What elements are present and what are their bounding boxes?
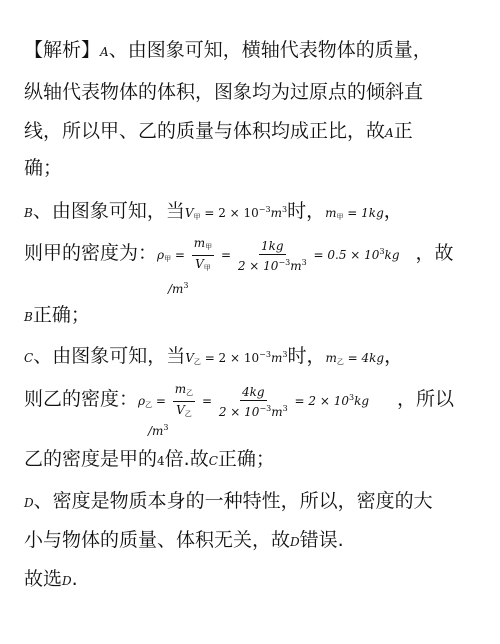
option-letter-d: D <box>24 496 34 510</box>
para-d-line-2 <box>24 528 344 554</box>
para-b-text-1b: 时， <box>287 200 326 222</box>
para-a-line-3 <box>24 119 413 145</box>
para-b-text-4: 正确； <box>32 304 90 326</box>
option-letter-a-ref: A <box>385 126 394 140</box>
para-b-text-1a: 、由图象可知，当 <box>32 200 185 222</box>
para-a-text-3a: 线，所以甲、乙的质量与体积均成正比，故 <box>24 120 386 142</box>
para-c-text-4a: 乙的密度是甲的 <box>24 448 158 470</box>
para-c-text-2b: ，所以 <box>397 388 455 410</box>
para-c-text-1b: 时， <box>287 345 326 367</box>
option-letter-b: B <box>24 206 33 220</box>
para-b-text-2b: ，故 <box>415 242 454 264</box>
para-b-line-4 <box>24 303 90 329</box>
para-a-text-1: 、由图象可知，横轴代表物体的质量， <box>108 39 432 61</box>
para-b-text-2a: 则甲的密度为： <box>24 242 158 264</box>
mass-yi-formula: $m_乙 = 4kg$ <box>325 351 385 366</box>
para-a-text-4: 确； <box>24 157 63 179</box>
para-a-line-4 <box>24 156 62 180</box>
option-letter-a: A <box>100 45 109 59</box>
volume-jia-symbol: $V_甲$ <box>184 206 201 221</box>
answer-letter: D <box>62 574 72 588</box>
para-c-text-4c: 正确； <box>217 448 275 470</box>
volume-yi-value: = $2 \times 10^{-3}m^3$ <box>200 350 288 365</box>
option-letter-c: C <box>24 351 34 365</box>
analysis-bracket-label: 【解析】 <box>24 39 101 61</box>
para-d-line-1 <box>24 489 433 515</box>
ratio-number: 4 <box>157 454 165 468</box>
density-jia-unit: $/m^3$ <box>168 281 189 296</box>
para-c-text-1a: 、由图象可知，当 <box>33 345 186 367</box>
mass-jia-formula: $m_甲 = 1kg$ <box>325 206 384 221</box>
para-c-line-1 <box>24 343 403 374</box>
para-b-text-1c: ， <box>383 200 403 222</box>
conclusion-line <box>24 567 78 593</box>
density-yi-unit: $/m^3$ <box>148 423 169 438</box>
para-b-unit-line <box>168 274 189 301</box>
conclusion-text-a: 故选 <box>24 568 63 590</box>
density-yi-formula: $\rho_乙$ = $\frac{m_乙}{V_乙}$ = $\frac{4kg}{2 \times 10^{-3}m^3}$ = $2 \times 10^3kg$ <box>138 382 370 419</box>
option-letter-b-ref: B <box>24 310 33 324</box>
para-d-text-1: 、密度是物质本身的一种特性，所以，密度的大 <box>33 490 433 512</box>
para-a-text-2: 纵轴代表物体的体积，图象均为过原点的倾斜直 <box>24 81 424 103</box>
para-c-text-4b: 倍.故 <box>164 448 209 470</box>
para-a-line-2 <box>24 80 423 104</box>
para-b-line-2 <box>24 236 454 275</box>
para-d-text-2a: 小与物体的质量、体积无关，故 <box>24 529 291 551</box>
volume-jia-value: = $2 \times 10^{-3}m^3$ <box>200 205 288 220</box>
option-letter-c-ref: C <box>208 454 218 468</box>
volume-yi-symbol: $V_乙$ <box>185 351 201 366</box>
para-c-text-1c: ， <box>384 345 404 367</box>
conclusion-text-b: . <box>71 568 78 590</box>
para-c-line-4 <box>24 447 275 473</box>
density-jia-formula: $\rho_甲$ = $\frac{m_甲}{V_甲}$ = $\frac{1kg}{2 \times 10^{-3}m^3}$ = $0.5 \times 10^3kg$ <box>157 236 400 273</box>
para-c-unit-line <box>148 416 169 443</box>
para-c-line-2 <box>24 382 454 421</box>
para-a-line-1 <box>24 38 432 64</box>
para-b-line-1 <box>24 198 403 229</box>
para-a-text-3b: 正 <box>393 120 413 142</box>
para-d-text-2b: 错误. <box>299 529 344 551</box>
para-c-text-2a: 则乙的密度： <box>24 388 139 410</box>
option-letter-d-ref: D <box>290 535 300 549</box>
